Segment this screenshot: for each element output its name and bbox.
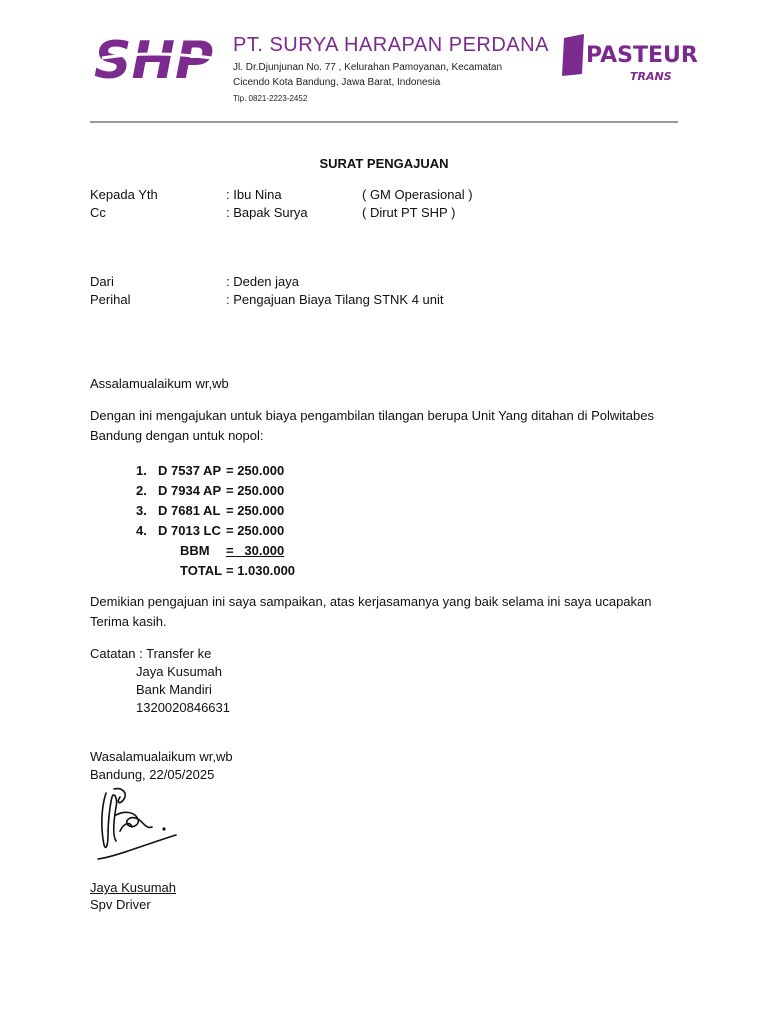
item-number: 2. — [136, 483, 147, 498]
farewell: Wasalamualaikum wr,wb — [90, 749, 233, 764]
header-divider — [90, 121, 678, 123]
total-row — [136, 561, 295, 581]
svg-text:PASTEUR: PASTEUR — [586, 43, 698, 68]
pasteur-trans-logo — [560, 30, 698, 86]
note-account-number: 1320020846631 — [136, 700, 230, 715]
bbm-row — [136, 541, 295, 561]
to-value: : Ibu Nina — [226, 187, 282, 202]
cost-item — [136, 521, 295, 541]
cost-item — [136, 481, 295, 501]
item-plate: D 7934 AP — [158, 483, 222, 498]
greeting: Assalamualaikum wr,wb — [90, 376, 229, 391]
phone-number: Tlp. 0821-2223-2452 — [233, 94, 308, 103]
item-amount: = 250.000 — [226, 463, 285, 478]
item-plate: D 7537 AP — [158, 463, 222, 478]
svg-text:SHP: SHP — [94, 31, 214, 91]
address-line-1: Jl. Dr.Djunjunan No. 77 , Kelurahan Pamoyanan, Kecamatan — [233, 62, 503, 73]
cc-label: Cc — [90, 205, 106, 220]
item-number: 3. — [136, 503, 147, 518]
address-line-2: Cicendo Kota Bandung, Jawa Barat, Indonesia — [233, 77, 441, 88]
bbm-amount: = 30.000 — [226, 543, 285, 558]
cost-item — [136, 461, 295, 481]
signer-name: Jaya Kusumah — [90, 880, 176, 895]
subject-label: Perihal — [90, 292, 131, 307]
item-number: 1. — [136, 463, 147, 478]
shp-logo — [92, 28, 232, 90]
svg-text:TRANS: TRANS — [630, 70, 672, 83]
item-amount: = 250.000 — [226, 503, 285, 518]
subject-value: : Pengajuan Biaya Tilang STNK 4 unit — [226, 292, 444, 307]
total-label: TOTAL — [180, 563, 223, 578]
bbm-label: BBM — [180, 543, 210, 558]
note-label: Catatan : Transfer ke — [90, 646, 212, 661]
item-plate: D 7681 AL — [158, 503, 221, 518]
note-bank: Bank Mandiri — [136, 682, 212, 697]
item-amount: = 250.000 — [226, 523, 285, 538]
to-label: Kepada Yth — [90, 187, 158, 202]
cc-value: : Bapak Surya — [226, 205, 308, 220]
item-amount: = 250.000 — [226, 483, 285, 498]
intro-paragraph: Dengan ini mengajukan untuk biaya pengambilan tilangan berupa Unit Yang ditahan di Polwitabes Bandung dengan untuk nopol: — [90, 408, 654, 443]
cc-role: ( Dirut PT SHP ) — [362, 205, 456, 220]
item-plate: D 7013 LC — [158, 523, 221, 538]
handwritten-signature — [94, 785, 184, 867]
from-label: Dari — [90, 274, 114, 289]
company-name: PT. SURYA HARAPAN PERDANA — [233, 34, 549, 56]
place-date: Bandung, 22/05/2025 — [90, 767, 215, 782]
letter-title: SURAT PENGAJUAN — [319, 156, 449, 171]
closing-paragraph: Demikian pengajuan ini saya sampaikan, atas kerjasamanya yang baik selama ini saya ucapakan Terima kasih. — [90, 594, 652, 629]
note-recipient-name: Jaya Kusumah — [136, 664, 222, 679]
total-amount: = 1.030.000 — [226, 563, 296, 578]
cost-list — [136, 461, 295, 581]
cost-item — [136, 501, 295, 521]
from-value: : Deden jaya — [226, 274, 299, 289]
to-role: ( GM Operasional ) — [362, 187, 473, 202]
signer-title: Spv Driver — [90, 897, 151, 912]
item-number: 4. — [136, 523, 147, 538]
